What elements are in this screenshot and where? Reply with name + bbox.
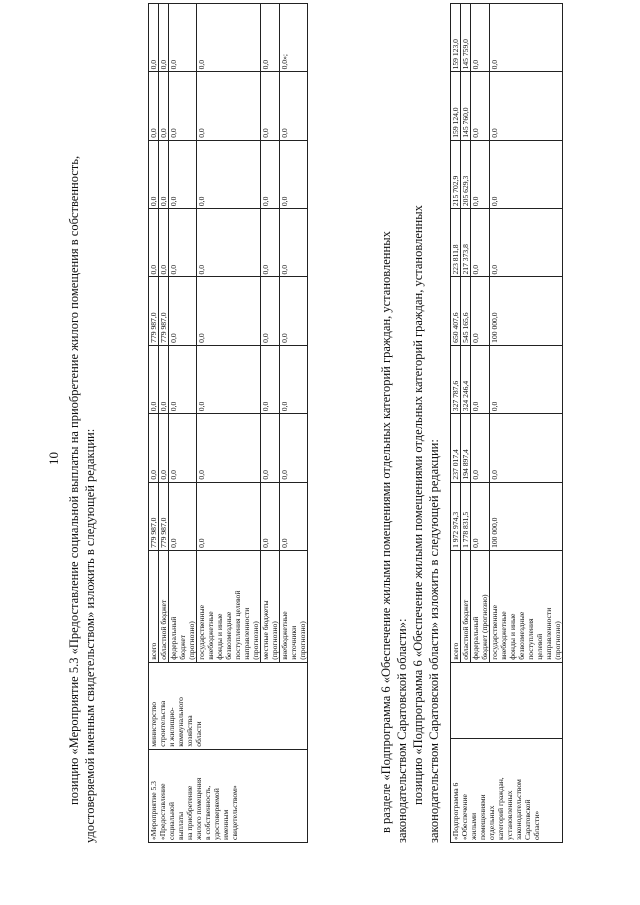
- cell-line: (прогнозно): [298, 621, 307, 660]
- funding-source-cell: [451, 550, 461, 662]
- amount-cell: 205 629,3: [461, 140, 471, 208]
- amount-cell: 0,0: [261, 209, 280, 277]
- amount-cell: 0,0: [197, 4, 261, 72]
- cell-line: министерство: [149, 701, 158, 747]
- amount-cell: 0,0: [471, 277, 490, 345]
- cell-line: свидетельством»: [230, 785, 239, 840]
- cell-line: жилыми: [469, 812, 478, 840]
- amount-cell: 0,0: [280, 72, 308, 140]
- cell-line: «Подпрограмма 6: [451, 782, 460, 840]
- amount-cell: 0,0: [261, 277, 280, 345]
- cell-line: выплаты: [176, 811, 185, 840]
- amount-cell: 0,0: [471, 482, 490, 550]
- amount-cell: 0,0: [490, 414, 563, 482]
- executor-cell: [451, 662, 563, 739]
- amount-cell: 779 987,0: [159, 482, 169, 550]
- cell-line: помещениями: [478, 794, 487, 840]
- amount-cell: 0,0: [197, 277, 261, 345]
- cell-line: установленных: [505, 790, 514, 840]
- amount-cell: 1 972 974,3: [451, 482, 461, 550]
- cell-line: (прогнозно): [187, 621, 196, 660]
- amount-cell: 0,0: [471, 414, 490, 482]
- amount-cell: 0,0: [159, 209, 169, 277]
- program-name-cell: [451, 739, 563, 843]
- funding-source-cell: [149, 550, 159, 662]
- cell-line: области»: [532, 810, 541, 840]
- amount-cell: 0,0: [490, 72, 563, 140]
- table-subprogram-6: [450, 3, 563, 843]
- amount-cell: 0,0: [197, 140, 261, 208]
- paragraph-subprogram-6: [378, 205, 442, 843]
- amount-cell: 0,0: [471, 209, 490, 277]
- cell-line: фонды и иные: [508, 613, 517, 660]
- amount-cell: 0,0: [197, 414, 261, 482]
- cell-line: государственные: [490, 605, 499, 660]
- amount-cell: 0,0: [261, 140, 280, 208]
- cell-line: поступления: [526, 618, 535, 660]
- amount-cell: 0,0: [169, 277, 197, 345]
- cell-line: строительства: [158, 700, 167, 747]
- amount-cell: 779 987,0: [149, 277, 159, 345]
- executor-cell: [149, 662, 308, 749]
- amount-cell: 0,0: [159, 345, 169, 413]
- program-name-cell: [149, 749, 308, 842]
- cell-line: бюджет (прогнозно): [480, 594, 489, 660]
- table-row: [451, 4, 461, 843]
- cell-line: «Обеспечение: [460, 794, 469, 840]
- cell-line: источники: [289, 625, 298, 660]
- cell-line: «Мероприятие 5.3: [149, 781, 158, 840]
- table-measure-5-3: [148, 3, 308, 843]
- amount-cell: 1 778 831,5: [461, 482, 471, 550]
- amount-cell: 0,0: [280, 140, 308, 208]
- amount-cell: 0,0: [149, 209, 159, 277]
- funding-source-cell: [471, 550, 490, 662]
- cell-line: жилого помещения: [194, 777, 203, 840]
- amount-cell: 0,0: [197, 72, 261, 140]
- amount-cell: 0,0: [169, 209, 197, 277]
- cell-line: (прогнозно): [251, 621, 260, 660]
- amount-cell: 0,0: [169, 4, 197, 72]
- amount-cell: 145 759,0: [461, 4, 471, 72]
- cell-line: (прогнозно): [553, 621, 562, 660]
- cell-line: направленности: [544, 607, 553, 660]
- amount-cell: 0,0: [490, 4, 563, 72]
- cell-line: социальной: [167, 802, 176, 840]
- funding-source-cell: [280, 550, 308, 662]
- amount-cell: 0,0: [169, 345, 197, 413]
- cell-line: законодательством: [514, 779, 523, 840]
- cell-line: хозяйства: [185, 715, 194, 747]
- amount-cell: 0,0: [471, 4, 490, 72]
- amount-cell: 0,0: [280, 345, 308, 413]
- text-line: удостоверяемой именным свидетельством» изложить в следующей редакции:: [83, 428, 97, 843]
- amount-cell: 0,0: [471, 72, 490, 140]
- amount-cell: 237 017,4: [451, 414, 461, 482]
- funding-source-cell: [169, 550, 197, 662]
- cell-line: федеральный: [471, 616, 480, 660]
- cell-line: местные бюджеты: [261, 600, 270, 660]
- amount-cell: 0,0: [280, 482, 308, 550]
- amount-cell: 0,0: [490, 140, 563, 208]
- text-line: позицию «Мероприятие 5.3 «Предоставление социальной выплаты на приобретение жилого помещения в собственность,: [67, 155, 81, 805]
- cell-line: отдельных: [487, 805, 496, 840]
- amount-cell: 0,0: [159, 140, 169, 208]
- amount-cell: 0,0: [149, 4, 159, 72]
- amount-cell: 0,0: [490, 345, 563, 413]
- cell-line: бюджет: [178, 634, 187, 660]
- funding-source-cell: [197, 550, 261, 662]
- amount-cell: 0,0: [197, 482, 261, 550]
- amount-cell: 0,0: [149, 414, 159, 482]
- amount-cell: 0,0: [197, 209, 261, 277]
- amount-cell: 0,0: [280, 209, 308, 277]
- cell-line: направленности: [242, 607, 251, 660]
- amount-cell: 145 760,0: [461, 72, 471, 140]
- text-line: позицию «Подпрограмма 6 «Обеспечение жилыми помещениями отдельных категорий граждан, установленных: [411, 205, 425, 805]
- amount-cell: 0,0: [159, 414, 169, 482]
- amount-cell: 545 165,6: [461, 277, 471, 345]
- amount-cell: 215 702,9: [451, 140, 461, 208]
- amount-cell: 0,0: [471, 345, 490, 413]
- cell-line: в собственность,: [203, 785, 212, 840]
- amount-cell: 0,0: [280, 414, 308, 482]
- amount-cell: 324 246,4: [461, 345, 471, 413]
- amount-cell: 0,0: [261, 345, 280, 413]
- cell-line: категорий граждан,: [496, 777, 505, 840]
- funding-source-cell: [261, 550, 280, 662]
- cell-line: именным: [221, 809, 230, 840]
- amount-cell: 217 373,8: [461, 209, 471, 277]
- amount-cell: 0,0: [149, 140, 159, 208]
- amount-cell: 159 124,0: [451, 72, 461, 140]
- cell-line: целевой: [535, 633, 544, 660]
- amount-cell: 779 987,0: [149, 482, 159, 550]
- amount-cell: 100 000,0: [490, 277, 563, 345]
- amount-cell: 327 787,6: [451, 345, 461, 413]
- amount-cell: 0,0»;: [280, 4, 308, 72]
- cell-line: внебюджетные: [206, 611, 215, 660]
- amount-cell: 0,0: [169, 72, 197, 140]
- amount-cell: 0,0: [149, 345, 159, 413]
- funding-source-cell: [461, 550, 471, 662]
- amount-cell: 159 123,0: [451, 4, 461, 72]
- table-row: [149, 4, 159, 843]
- amount-cell: 779 987,0: [159, 277, 169, 345]
- amount-cell: 0,0: [490, 209, 563, 277]
- amount-cell: 0,0: [261, 482, 280, 550]
- amount-cell: 223 811,8: [451, 209, 461, 277]
- amount-cell: 0,0: [261, 414, 280, 482]
- paragraph-measure-5-3: [66, 156, 98, 843]
- cell-line: областной бюджет: [461, 599, 470, 660]
- cell-line: всего: [451, 642, 460, 660]
- page-number: 10: [46, 452, 61, 465]
- amount-cell: 0,0: [261, 72, 280, 140]
- amount-cell: 0,0: [471, 140, 490, 208]
- cell-line: поступления целевой: [233, 590, 242, 660]
- amount-cell: 0,0: [280, 277, 308, 345]
- cell-line: на приобретение: [185, 785, 194, 840]
- cell-line: федеральный: [169, 616, 178, 660]
- amount-cell: 0,0: [197, 345, 261, 413]
- cell-line: коммунального: [176, 697, 185, 747]
- amount-cell: 0,0: [159, 4, 169, 72]
- amount-cell: 0,0: [169, 140, 197, 208]
- cell-line: (прогнозно): [270, 621, 279, 660]
- cell-line: удостоверяемой: [212, 788, 221, 840]
- amount-cell: 0,0: [169, 482, 197, 550]
- text-line: в разделе «Подпрограмма 6 «Обеспечение жилыми помещениями отдельных категорий граждан, установленных: [379, 231, 393, 833]
- cell-line: внебюджетные: [499, 611, 508, 660]
- amount-cell: 0,0: [169, 414, 197, 482]
- funding-source-cell: [159, 550, 169, 662]
- cell-line: внебюджетные: [280, 611, 289, 660]
- cell-line: областной бюджет: [159, 599, 168, 660]
- cell-line: области: [194, 721, 203, 747]
- amount-cell: 0,0: [149, 72, 159, 140]
- amount-cell: 100 000,0: [490, 482, 563, 550]
- amount-cell: 194 897,4: [461, 414, 471, 482]
- amount-cell: 0,0: [261, 4, 280, 72]
- cell-line: всего: [149, 642, 158, 660]
- cell-line: Саратовской: [523, 799, 532, 840]
- text-line: законодательством Саратовской области»:: [395, 618, 409, 843]
- funding-source-cell: [490, 550, 563, 662]
- cell-line: «Предоставление: [158, 783, 167, 840]
- text-line: законодательством Саратовской области» изложить в следующей редакции:: [427, 439, 441, 843]
- cell-line: и жилищно-: [167, 707, 176, 747]
- cell-line: государственные: [197, 605, 206, 660]
- amount-cell: 0,0: [159, 72, 169, 140]
- cell-line: фонды и иные: [215, 613, 224, 660]
- cell-line: безвозмездные: [517, 611, 526, 660]
- cell-line: безвозмездные: [224, 611, 233, 660]
- amount-cell: 650 407,6: [451, 277, 461, 345]
